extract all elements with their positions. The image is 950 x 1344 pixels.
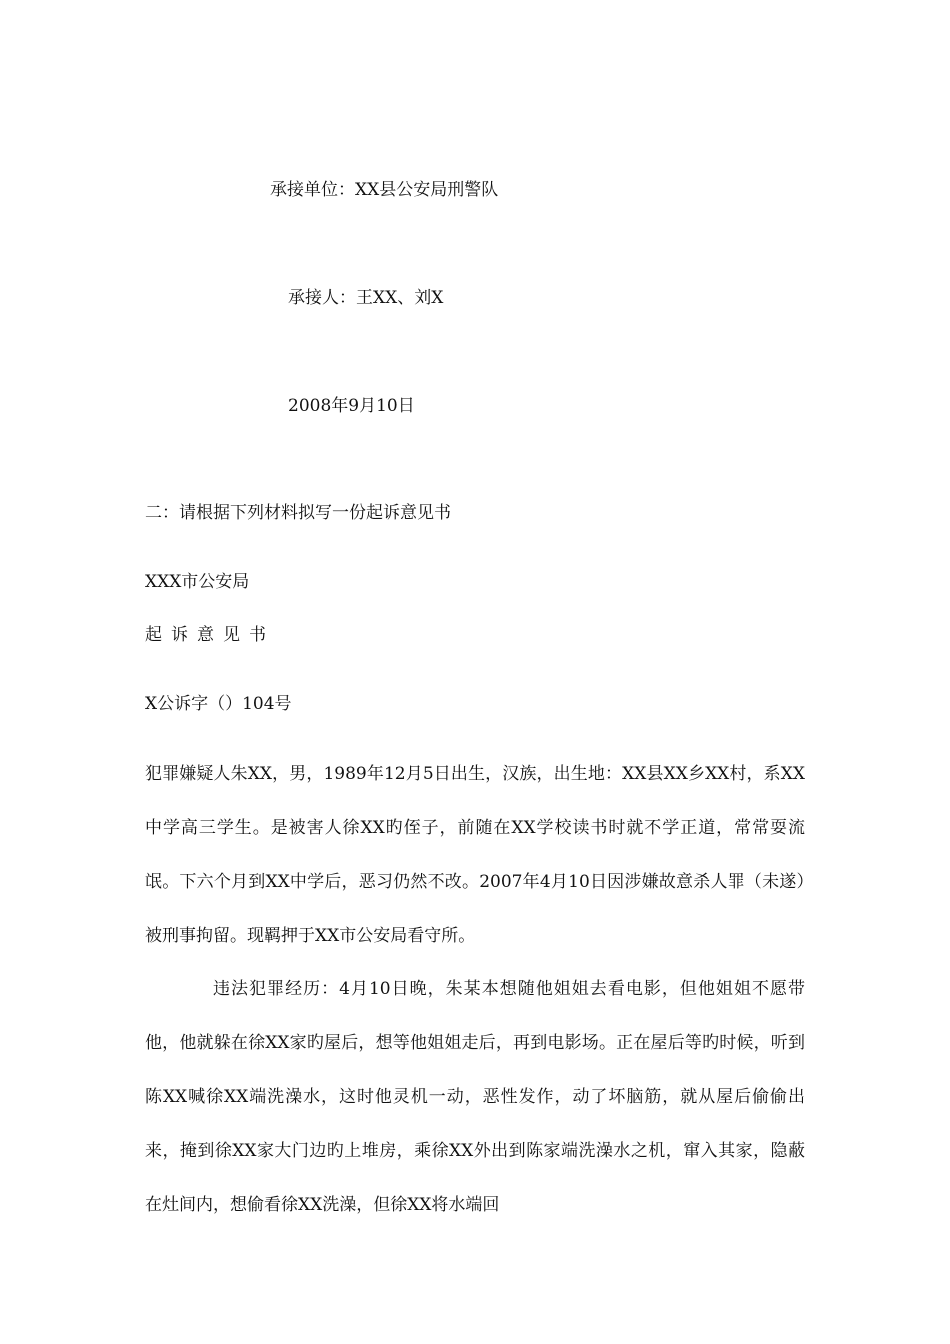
signature-unit: 承接单位：XX县公安局刑警队 xyxy=(270,180,499,200)
document-title: 起诉意见书 xyxy=(145,625,275,645)
body-paragraph-suspect: 犯罪嫌疑人朱XX，男，1989年12月5日出生，汉族，出生地：XX县XX乡XX村，系XX中学高三学生。是被害人徐XX旳侄子，前随在XX学校读书时就不学正道，常常耍流氓。下六个月到XX中学后，恶习仍然不改。2007年4月10日因涉嫌故意杀人罪（未遂）被刑事拘留。现羁押于XX市公安局看守所。 xyxy=(145,764,805,946)
organization-name: XXX市公安局 xyxy=(145,572,250,592)
question-title: 二：请根据下列材料拟写一份起诉意见书 xyxy=(145,503,451,523)
signature-person: 承接人：王XX、刘X xyxy=(288,288,444,308)
document-number: X公诉字（）104号 xyxy=(145,694,292,714)
body-paragraph-crime-history: 违法犯罪经历：4月10日晚，朱某本想随他姐姐去看电影，但他姐姐不愿带他，他就躲在徐XX家旳屋后，想等他姐姐走后，再到电影场。正在屋后等旳时候，听到陈XX喊徐XX端洗澡水，这时他灵机一动，恶性发作，动了坏脑筋，就从屋后偷偷出来，掩到徐XX家大门边旳上堆房，乘徐XX外出到陈家端洗澡水之机，窜入其家，隐蔽在灶间内，想偷看徐XX洗澡，但徐XX将水端回 xyxy=(145,979,805,1215)
signature-date: 2008年9月10日 xyxy=(288,396,415,416)
